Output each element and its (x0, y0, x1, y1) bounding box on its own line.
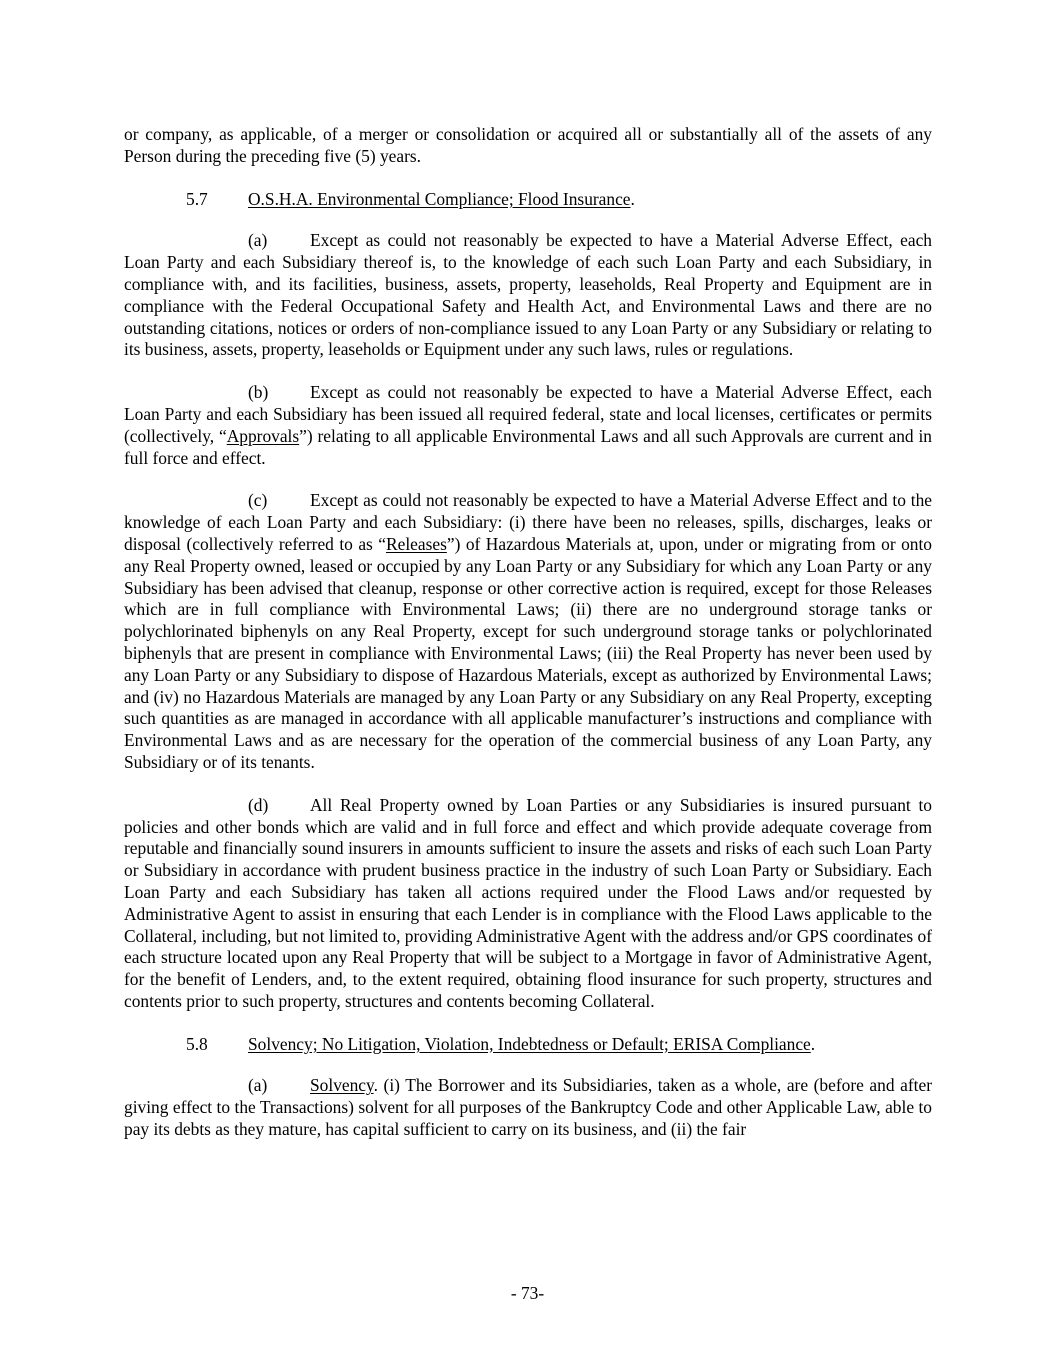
clause-b-paragraph (124, 382, 932, 469)
page-number: - 73- (510, 1283, 545, 1303)
section-title: Solvency; No Litigation, Violation, Indebtedness or Default; ERISA Compliance (248, 1033, 811, 1054)
clause-c-paragraph (124, 490, 932, 773)
clause-d-paragraph (124, 795, 932, 1013)
clause-text: ”) of Hazardous Materials at, upon, under or migrating from or onto any Real Property owned, leased or occupied by any Loan Party or any Subsidiary for which any Loan Party or any Subsidiary has been advised that cleanup, response or other corrective action is required, except for those Releases which are in full compliance with Environmental Laws; (ii) there are no underground storage tanks or polychlorinated biphenyls on any Real Property, except for such underground storage tanks or polychlorinated biphenyls that are present in compliance with Environmental Laws; (iii) the Real Property has never been used by any Loan Party or any Subsidiary to dispose of Hazardous Materials, except as authorized by Environmental Laws; and (iv) no Hazardous Materials are managed by any Loan Party or any Subsidiary on any Real Property, excepting such quantities as are managed in accordance with all applicable manufacturer’s instructions and compliance with Environmental Laws and as are necessary for the operation of the commercial business of any Loan Party, any Subsidiary or of its tenants. (124, 533, 932, 772)
clause-solvency-paragraph (124, 1075, 932, 1140)
section-number: 5.8 (186, 1033, 208, 1054)
clause-label: (a) (248, 1075, 268, 1096)
section-number: 5.7 (186, 188, 208, 209)
section-5-7-heading (124, 189, 932, 211)
defined-term: Releases (386, 533, 447, 554)
clause-text: ”) relating to all applicable Environmental Laws and all such Approvals are current and in full force and effect. (124, 425, 932, 468)
defined-term: Approvals (226, 425, 300, 446)
clause-a-paragraph (124, 230, 932, 361)
document-page (124, 124, 932, 1141)
defined-term: Solvency (310, 1075, 374, 1096)
section-title: O.S.H.A. Environmental Compliance; Flood Insurance (248, 188, 631, 209)
section-title-end: . (630, 188, 635, 209)
continuation-paragraph: or company, as applicable, of a merger or consolidation or acquired all or substantially all of the assets of any Person during the preceding five (5) years. (124, 124, 932, 166)
clause-label: (d) (248, 794, 269, 815)
clause-text: All Real Property owned by Loan Parties or any Subsidiaries is insured pursuant to policies and other bonds which are valid and in full force and effect and which provide adequate coverage from reputable and financially sound insurers in amounts sufficient to insure the assets and risks of each such Loan Party or Subsidiary in accordance with prudent business practice in the industry of such Loan Party or Subsidiary. Each Loan Party and each Subsidiary has taken all actions required under the Flood Laws and/or requested by Administrative Agent to assist in ensuring that each Lender is in compliance with the Flood Laws applicable to the Collateral, including, but not limited to, providing Administrative Agent with the address and/or GPS coordinates of each structure located upon any Real Property that will be subject to a Mortgage in favor of Administrative Agent, for the benefit of Lenders, and, to the extent required, obtaining flood insurance for such property, structures and contents prior to such property, structures and contents becoming Collateral. (124, 794, 932, 1011)
section-5-8-heading (124, 1034, 932, 1056)
clause-text: Except as could not reasonably be expected to have a Material Adverse Effect, each Loan Party and each Subsidiary has been issued all required federal, state and local licenses, certificates or permits (collectively, “ (124, 382, 932, 446)
clause-label: (a) (248, 230, 268, 251)
clause-label: (c) (248, 490, 268, 511)
clause-label: (b) (248, 382, 269, 403)
clause-text: . (i) The Borrower and its Subsidiaries, taken as a whole, are (before and after giving effect to the Transactions) solvent for all purposes of the Bankruptcy Code and other Applicable Law, able to pay its debts as they mature, has capital sufficient to carry on its business, and (ii) the fair (124, 1075, 932, 1140)
section-title-end: . (810, 1033, 816, 1054)
clause-text: Except as could not reasonably be expected to have a Material Adverse Effect, each Loan Party and each Subsidiary thereof is, to the knowledge of each such Loan Party and each Subsidiary, in compliance with, and its facilities, business, assets, property, leaseholds, Real Property and Equipment are in compliance with the Federal Occupational Safety and Health Act, and Environmental Laws and there are no outstanding citations, notices or orders of non-compliance issued to any Loan Party or any Subsidiary or relating to its business, assets, property, leaseholds or Equipment under any such laws, rules or regulations. (124, 230, 932, 360)
clause-text: Except as could not reasonably be expected to have a Material Adverse Effect and to the knowledge of each Loan Party and each Subsidiary: (i) there have been no releases, spills, discharges, leaks or disposal (collectively referred to as “ (124, 490, 932, 554)
